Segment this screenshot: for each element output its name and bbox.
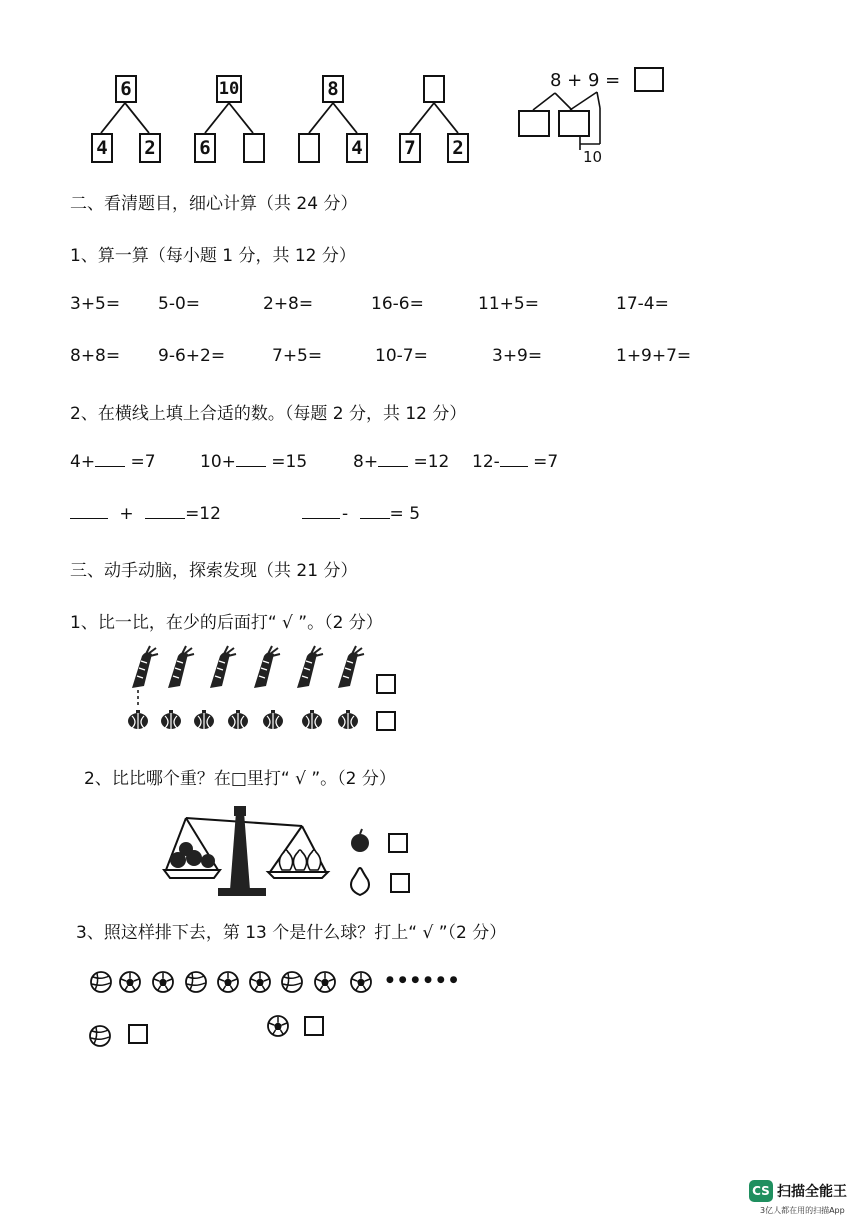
q1-r1-4: 16-6= (371, 294, 424, 314)
tree4-right: 2 (447, 133, 469, 163)
fill-1-pre: 4+ (70, 452, 96, 472)
volleyball-icon (282, 972, 302, 992)
watermark-brand: 扫描全能王 (777, 1184, 847, 1200)
volleyball-icon (186, 972, 206, 992)
watermark-tagline: 3亿人都在用的扫描App (760, 1206, 845, 1215)
q1-r2-3: 7+5= (272, 346, 323, 366)
volleyball-option-icon (90, 1026, 110, 1046)
q1-r1-5: 11+5= (478, 294, 539, 314)
soccer-ball-icon (120, 972, 140, 992)
section2-q2-title: 2、在横线上填上合适的数。（每题 2 分，共 12 分） (70, 404, 467, 424)
q1-r1-2: 5-0= (158, 294, 201, 314)
fill-1-post: =7 (125, 452, 156, 472)
fill-5-post: =12 (185, 504, 221, 524)
tree2-left: 6 (194, 133, 216, 163)
camscanner-logo: CS (749, 1180, 773, 1202)
soccer-ball-icon (153, 972, 173, 992)
q1-r2-2: 9-6+2= (158, 346, 226, 366)
soccer-ball-icon (218, 972, 238, 992)
fill-3-pre: 8+ (353, 452, 379, 472)
section3-q2-title: 2、比比哪个重？在□里打“ √ ”。（2 分） (84, 769, 396, 789)
fill-6-post: = 5 (389, 504, 421, 524)
section3-q3-title: 3、照这样排下去，第 13 个是什么球？打上“ √ ”（2 分） (76, 923, 507, 943)
tree3-right: 4 (346, 133, 368, 163)
tree1-left: 4 (91, 133, 113, 163)
volleyball-icon (91, 972, 111, 992)
q1-r2-1: 8+8= (70, 346, 121, 366)
fill-6-mid: - (342, 504, 354, 524)
q1-r2-5: 3+9= (492, 346, 543, 366)
tree3-top: 8 (322, 75, 344, 103)
soccer-ball-icon (250, 972, 270, 992)
fill-5-mid: + (114, 504, 140, 524)
section2-q1-title: 1、算一算（每小题 1 分，共 12 分） (70, 246, 356, 266)
section2-title: 二、看清题目，细心计算（共 24 分） (70, 194, 358, 214)
decomp-expression: 8 + 9 = (550, 70, 621, 91)
q1-r2-6: 1+9+7= (616, 346, 692, 366)
soccer-ball-icon (351, 972, 371, 992)
q1-r1-1: 3+5= (70, 294, 121, 314)
q1-r1-6: 17-4= (616, 294, 669, 314)
volleyball-checkbox[interactable] (128, 1024, 148, 1044)
section3-title: 三、动手动脑，探索发现（共 21 分） (70, 561, 358, 581)
ball-row (91, 972, 371, 992)
fill-2-pre: 10+ (200, 452, 236, 472)
soccer-ball-icon (315, 972, 335, 992)
ellipsis-dots: ● ● ● ● ● ● (386, 975, 459, 985)
q1-r1-3: 2+8= (263, 294, 314, 314)
soccer-option-icon (268, 1016, 288, 1036)
tree4-left: 7 (399, 133, 421, 163)
soccer-checkbox[interactable] (304, 1016, 324, 1036)
q1-r2-4: 10-7= (375, 346, 428, 366)
fill-4-pre: 12- (472, 452, 500, 472)
tree1-top: 6 (115, 75, 137, 103)
section3-q1-title: 1、比一比，在少的后面打“ √ ”。（2 分） (70, 613, 383, 633)
fill-3-post: =12 (408, 452, 450, 472)
fill-4-post: =7 (527, 452, 559, 472)
tree2-top: 10 (216, 75, 242, 103)
fill-2-post: =15 (265, 452, 308, 472)
tree1-right: 2 (139, 133, 161, 163)
decomp-ten-label: 10 (583, 148, 603, 166)
